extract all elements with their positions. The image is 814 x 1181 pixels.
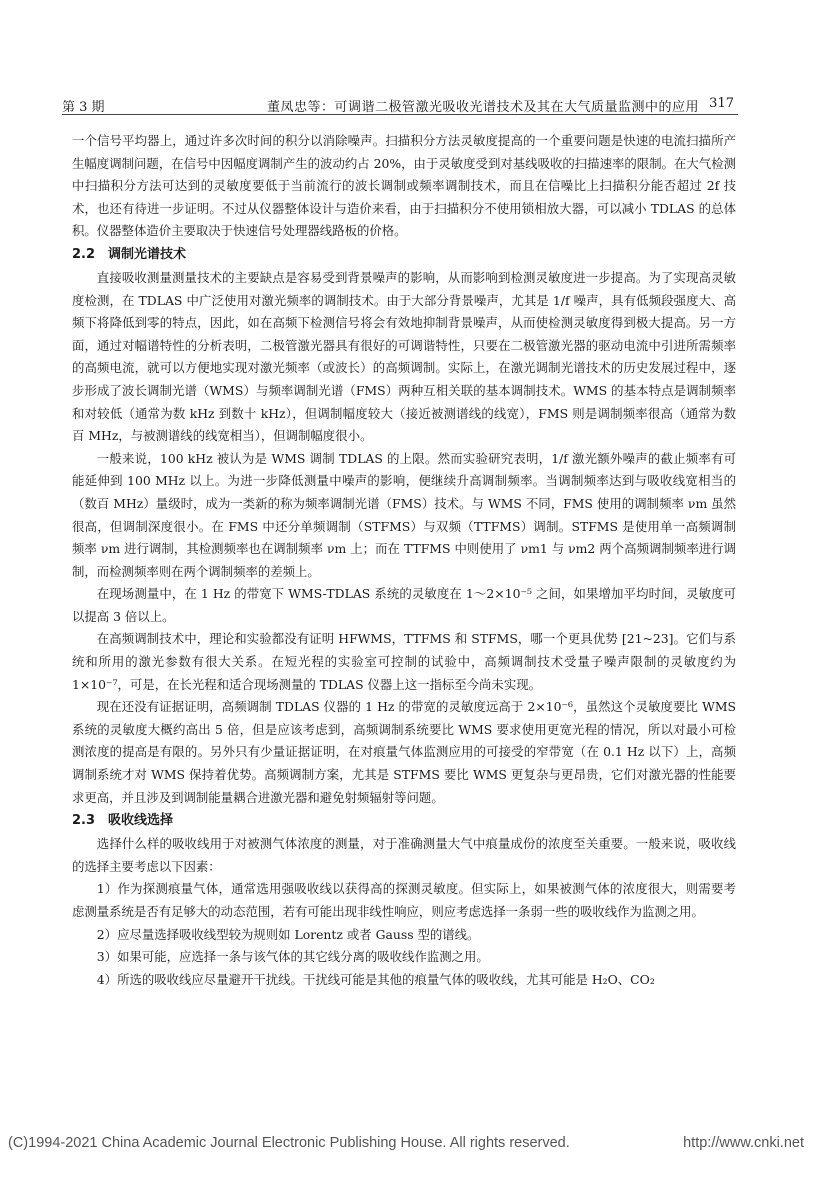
article-body (72, 130, 736, 991)
footer-url: http://www.cnki.net (683, 1135, 804, 1151)
paragraph: 直接吸收测量测量技术的主要缺点是容易受到背景噪声的影响，从而影响到检测灵敏度进一步提高。为了实现高灵敏度检测，在 TDLAS 中广泛使用对激光频率的调制技术。由于大部分背景噪声，尤其是 1/f 噪声，具有低频段强度大、高频下将降低到零的特点，因此，如在高频下检测信号将会有效地抑制背景噪声，从而使检测灵敏度得到极大提高。另一方面，通过对幅谱特性的分析表明，二极管激光器具有很好的可调谐特性，只要在二极管激光器的驱动电流中引进所需频率的高频电流，就可以方便地实现对激光频率（或波长）的高频调制。实际上，在激光调制光谱技术的历史发展过程中，逐步形成了波长调制光谱（WMS）与频率调制光谱（FMS）两种互相关联的基本调制技术。WMS 的基本特点是调制频率和对较低（通常为数 kHz 到数十 kHz），但调制幅度较大（接近被测谱线的线宽），FMS 则是调制频率很高（通常为数百 MHz，与被测谱线的线宽相当），但调制幅度很小。 (72, 269, 736, 444)
list-item: 2）应尽量选择吸收线型较为规则如 Lorentz 或者 Gauss 型的谱线。 (96, 926, 480, 942)
paragraph: 在现场测量中，在 1 Hz 的带宽下 WMS-TDLAS 系统的灵敏度在 1～2×10⁻⁵ 之间，如果增加平均时间，灵敏度可以提高 3 倍以上。 (72, 586, 736, 624)
paragraph: 在高频调制技术中，理论和实验都没有证明 HFWMS，TTFMS 和 STFMS，哪一个更具优势 [21~23]。它们与系统和所用的激光参数有很大关系。在短光程的实验室可控制的试验中，高频调制技术受量子噪声限制的灵敏度约为 1×10⁻⁷，可是，在长光程和适合现场测量的 TDLAS 仪器上这一指标至今尚未实现。 (72, 631, 736, 692)
section-heading-2-3: 2.3 吸收线选择 (72, 813, 174, 829)
paragraph: 现在还没有证据证明，高频调制 TDLAS 仪器的 1 Hz 的带宽的灵敏度远高于 2×10⁻⁶，虽然这个灵敏度要比 WMS 系统的灵敏度大概约高出 5 倍，但是应该考虑到，高频调制系统要比 WMS 要求使用更宽光程的情况，所以对最小可检测浓度的提高是有限的。另外只有少量证据证明，在对痕量气体监测应用的可接受的窄带宽（在 0.1 Hz 以下）上，高频调制系统才对 WMS 保持着优势。高频调制方案，尤其是 STFMS 要比 WMS 更复杂与更昂贵，它们对激光器的性能要求更高，并且涉及到调制能量耦合进激光器和避免射频辐射等问题。 (72, 699, 736, 805)
list-item: 3）如果可能，应选择一条与该气体的其它线分离的吸收线作监测之用。 (96, 949, 489, 965)
paragraph: 一个信号平均器上，通过许多次时间的积分以消除噪声。扫描积分方法灵敏度提高的一个重要问题是快速的电流扫描所产生幅度调制问题，在信号中因幅度调制产生的波动约占 20%，由于灵敏度受到对基线吸收的扫描速率的限制。在大气检测中扫描积分方法可达到的灵敏度要低于当前流行的波长调制或频率调制技术，而且在信噪比上扫描积分能否超过 2f 技术，也还有待进一步证明。不过从仪器整体设计与造价来看，由于扫描积分不使用锁相放大器，可以减小 TDLAS 的总体积。仪器整体造价主要取决于快速信号处理器线路板的价格。 (72, 133, 736, 239)
running-title: 董凤忠等：可调谐二极管激光吸收光谱技术及其在大气质量监测中的应用 (267, 100, 700, 115)
issue-number: 第 3 期 (62, 100, 105, 115)
list-item: 4）所选的吸收线应尽量避开干扰线。干扰线可能是其他的痕量气体的吸收线，尤其可能是 H₂O、CO₂ (96, 971, 655, 987)
section-heading-2-2: 2.2 调制光谱技术 (72, 246, 187, 262)
list-item: 1）作为探测痕量气体，通常选用强吸收线以获得高的探测灵敏度。但实际上，如果被测气体的浓度很大，则需要考虑测量系统是否有足够大的动态范围，若有可能出现非线性响应，则应考虑选择一条弱一些的吸收线作为监测之用。 (72, 881, 736, 919)
page-number: 317 (709, 96, 734, 111)
paragraph: 一般来说，100 kHz 被认为是 WMS 调制 TDLAS 的上限。然而实验研究表明，1/f 激光额外噪声的截止频率有可能延伸到 100 MHz 以上。为进一步降低测量中噪声的影响，便继续升高调制频率。当调制频率达到与吸收线宽相当的（数百 MHz）量级时，成为一类新的称为频率调制光谱（FMS）技术。与 WMS 不同，FMS 使用的调制频率 νm 虽然很高，但调制深度很小。在 FMS 中还分单频调制（STFMS）与双频（TTFMS）调制。STFMS 是使用单一高频调制频率 νm 进行调制，其检测频率也在调制频率 νm 上；而在 TTFMS 中则使用了 νm1 与 νm2 两个高频调制频率进行调制，而检测频率则在两个调制频率的差频上。 (72, 450, 736, 579)
paragraph: 选择什么样的吸收线用于对被测气体浓度的测量，对于准确测量大气中痕量成份的浓度至关重要。一般来说，吸收线的选择主要考虑以下因素： (72, 836, 736, 874)
page-header (62, 94, 738, 115)
copyright-notice: (C)1994-2021 China Academic Journal Electronic Publishing House. All rights reserved. (8, 1135, 570, 1151)
